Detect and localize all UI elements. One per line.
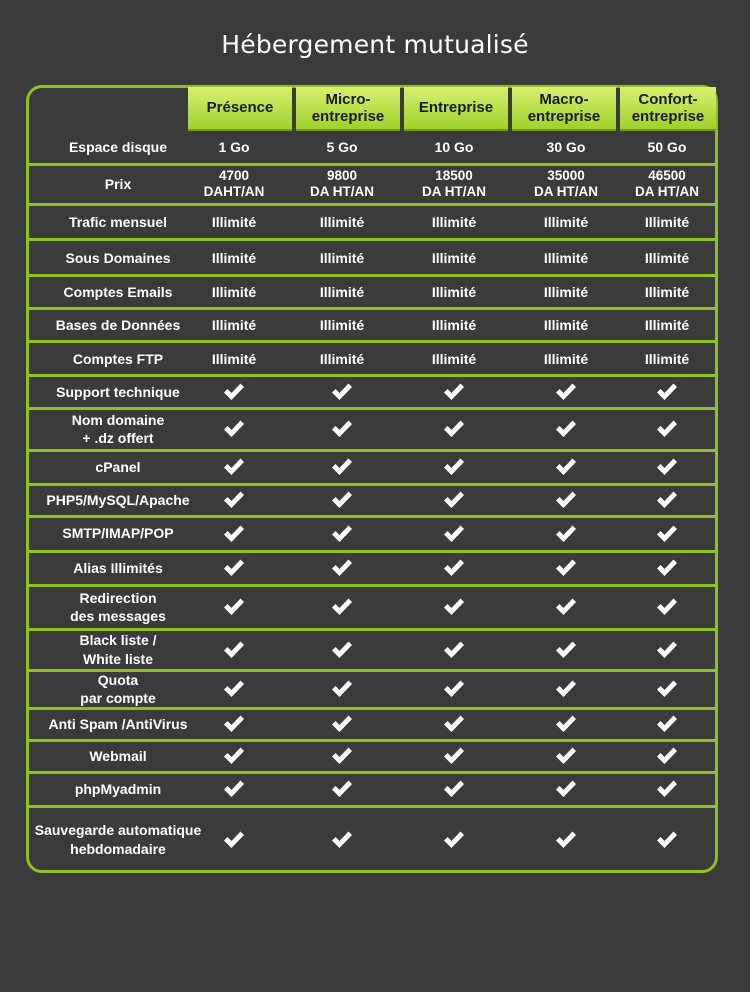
value-cell: 46500 DA HT/AN [635,167,699,199]
value-cell: 9800 DA HT/AN [310,167,374,199]
check-icon [655,746,679,766]
check-icon [655,558,679,578]
feature-cell [612,376,722,408]
feature-cell [511,772,621,806]
feature-cell [612,450,722,484]
feature-cell [179,516,289,551]
value-cell: Illimité [543,249,589,266]
row-label: Support technique [56,383,180,400]
feature-cell [179,670,289,708]
plan-header: Macro- entreprise [512,87,616,129]
feature-cell [179,708,289,740]
feature-cell [287,551,397,585]
value-cell: Illimité [319,350,365,367]
check-icon [442,457,466,477]
value-cell: 35000 DA HT/AN [534,167,598,199]
check-icon [442,640,466,660]
feature-cell [287,484,397,516]
value-cell: Illimité [644,249,690,266]
check-icon [330,746,354,766]
feature-cell [179,740,289,772]
feature-cell [399,551,509,585]
check-icon [442,419,466,439]
value-cell: Illimité [211,350,257,367]
feature-cell [399,516,509,551]
feature-cell [179,551,289,585]
feature-cell [511,585,621,629]
check-icon [330,679,354,699]
value-cell: 18500 DA HT/AN [422,167,486,199]
row-label: Bases de Données [55,317,181,334]
feature-cell [399,708,509,740]
value-cell: Illimité [644,350,690,367]
value-cell: Illimité [543,284,589,301]
value-cell: Illimité [543,317,589,334]
feature-cell [399,376,509,408]
value-cell: 5 Go [326,138,358,155]
row-label: Anti Spam /AntiVirus [48,715,188,732]
check-icon [554,457,578,477]
check-icon [442,714,466,734]
check-icon [222,640,246,660]
check-icon [330,714,354,734]
value-cell: Illimité [211,317,257,334]
value-cell: 1 Go [218,138,250,155]
feature-cell [399,740,509,772]
check-icon [222,779,246,799]
feature-cell [179,806,289,873]
row-label: Comptes FTP [72,350,164,367]
check-icon [442,490,466,510]
feature-cell [511,376,621,408]
feature-cell [287,516,397,551]
plan-header: Entreprise [404,87,508,129]
feature-cell [612,670,722,708]
check-icon [442,382,466,402]
check-icon [442,524,466,544]
check-icon [655,382,679,402]
check-icon [222,830,246,850]
check-icon [554,830,578,850]
row-label: Trafic mensuel [68,214,168,231]
feature-cell [511,806,621,873]
check-icon [554,490,578,510]
check-icon [330,419,354,439]
feature-cell [511,740,621,772]
row-label: Sauvegarde automatique hebdomadaire [34,822,202,857]
feature-cell [612,551,722,585]
check-icon [222,714,246,734]
feature-cell [399,585,509,629]
feature-cell [511,516,621,551]
feature-cell [399,772,509,806]
feature-cell [511,629,621,670]
check-icon [222,419,246,439]
page-title: Hébergement mutualisé [221,30,529,59]
feature-cell [612,408,722,450]
check-icon [554,679,578,699]
feature-cell [399,670,509,708]
feature-cell [399,806,509,873]
check-icon [655,714,679,734]
check-icon [554,746,578,766]
value-cell: Illimité [644,214,690,231]
check-icon [442,830,466,850]
check-icon [330,490,354,510]
value-cell: Illimité [644,284,690,301]
check-icon [554,558,578,578]
feature-cell [511,450,621,484]
row-label: Espace disque [68,138,168,155]
check-icon [442,679,466,699]
check-icon [442,779,466,799]
feature-cell [612,740,722,772]
check-icon [655,457,679,477]
row-label: cPanel [95,458,141,475]
check-icon [655,490,679,510]
check-icon [655,830,679,850]
check-icon [655,524,679,544]
check-icon [554,640,578,660]
feature-cell [399,484,509,516]
value-cell: 30 Go [546,138,586,155]
feature-cell [179,772,289,806]
value-cell: 50 Go [647,138,687,155]
value-cell: Illimité [543,214,589,231]
check-icon [222,597,246,617]
check-icon [554,524,578,544]
row-label: PHP5/MySQL/Apache [46,491,190,508]
row-label: phpMyadmin [74,780,162,797]
value-cell: Illimité [319,214,365,231]
value-cell: Illimité [644,317,690,334]
feature-cell [179,376,289,408]
row-label: Sous Domaines [65,249,171,266]
row-label: Prix [104,175,132,192]
check-icon [554,597,578,617]
row-label: SMTP/IMAP/POP [62,525,174,542]
feature-cell [612,629,722,670]
value-cell: 10 Go [434,138,474,155]
feature-cell [511,551,621,585]
feature-cell [612,708,722,740]
check-icon [222,558,246,578]
value-cell: Illimité [211,284,257,301]
check-icon [330,558,354,578]
feature-cell [287,708,397,740]
check-icon [330,779,354,799]
feature-cell [179,484,289,516]
feature-cell [612,585,722,629]
feature-cell [179,629,289,670]
check-icon [330,524,354,544]
row-label: Redirection des messages [70,589,166,624]
check-icon [442,746,466,766]
row-label: Comptes Emails [63,284,173,301]
feature-cell [287,408,397,450]
check-icon [330,830,354,850]
value-cell: Illimité [319,284,365,301]
check-icon [222,490,246,510]
value-cell: 4700 DAHT/AN [203,167,265,199]
feature-cell [399,450,509,484]
feature-cell [511,670,621,708]
feature-cell [179,408,289,450]
check-icon [222,382,246,402]
feature-cell [612,772,722,806]
feature-cell [612,484,722,516]
check-icon [330,640,354,660]
check-icon [442,597,466,617]
check-icon [330,382,354,402]
check-icon [554,779,578,799]
check-icon [222,679,246,699]
value-cell: Illimité [431,284,477,301]
value-cell: Illimité [431,214,477,231]
feature-cell [399,629,509,670]
row-label: Black liste / White liste [79,632,157,667]
check-icon [330,597,354,617]
feature-cell [287,585,397,629]
plan-header: Micro- entreprise [296,87,400,129]
check-icon [655,419,679,439]
feature-cell [179,450,289,484]
feature-cell [511,708,621,740]
check-icon [554,714,578,734]
plan-header: Confort- entreprise [620,87,716,129]
feature-cell [399,408,509,450]
value-cell: Illimité [543,350,589,367]
check-icon [222,457,246,477]
feature-cell [287,450,397,484]
feature-cell [511,484,621,516]
feature-cell [287,376,397,408]
check-icon [442,558,466,578]
check-icon [554,419,578,439]
check-icon [655,597,679,617]
value-cell: Illimité [211,214,257,231]
feature-cell [612,806,722,873]
row-label: Nom domaine + .dz offert [71,411,165,446]
feature-cell [511,408,621,450]
row-label: Webmail [89,747,147,764]
feature-cell [287,806,397,873]
feature-cell [287,629,397,670]
row-label: Quota par compte [80,671,156,706]
check-icon [655,679,679,699]
check-icon [330,457,354,477]
check-icon [655,640,679,660]
row-label: Alias Illimités [73,559,163,576]
value-cell: Illimité [319,317,365,334]
feature-cell [287,740,397,772]
value-cell: Illimité [431,249,477,266]
check-icon [222,746,246,766]
check-icon [222,524,246,544]
plan-header: Présence [188,87,292,129]
feature-cell [612,516,722,551]
feature-cell [287,670,397,708]
value-cell: Illimité [431,350,477,367]
feature-cell [287,772,397,806]
value-cell: Illimité [431,317,477,334]
value-cell: Illimité [211,249,257,266]
value-cell: Illimité [319,249,365,266]
feature-cell [179,585,289,629]
check-icon [554,382,578,402]
check-icon [655,779,679,799]
